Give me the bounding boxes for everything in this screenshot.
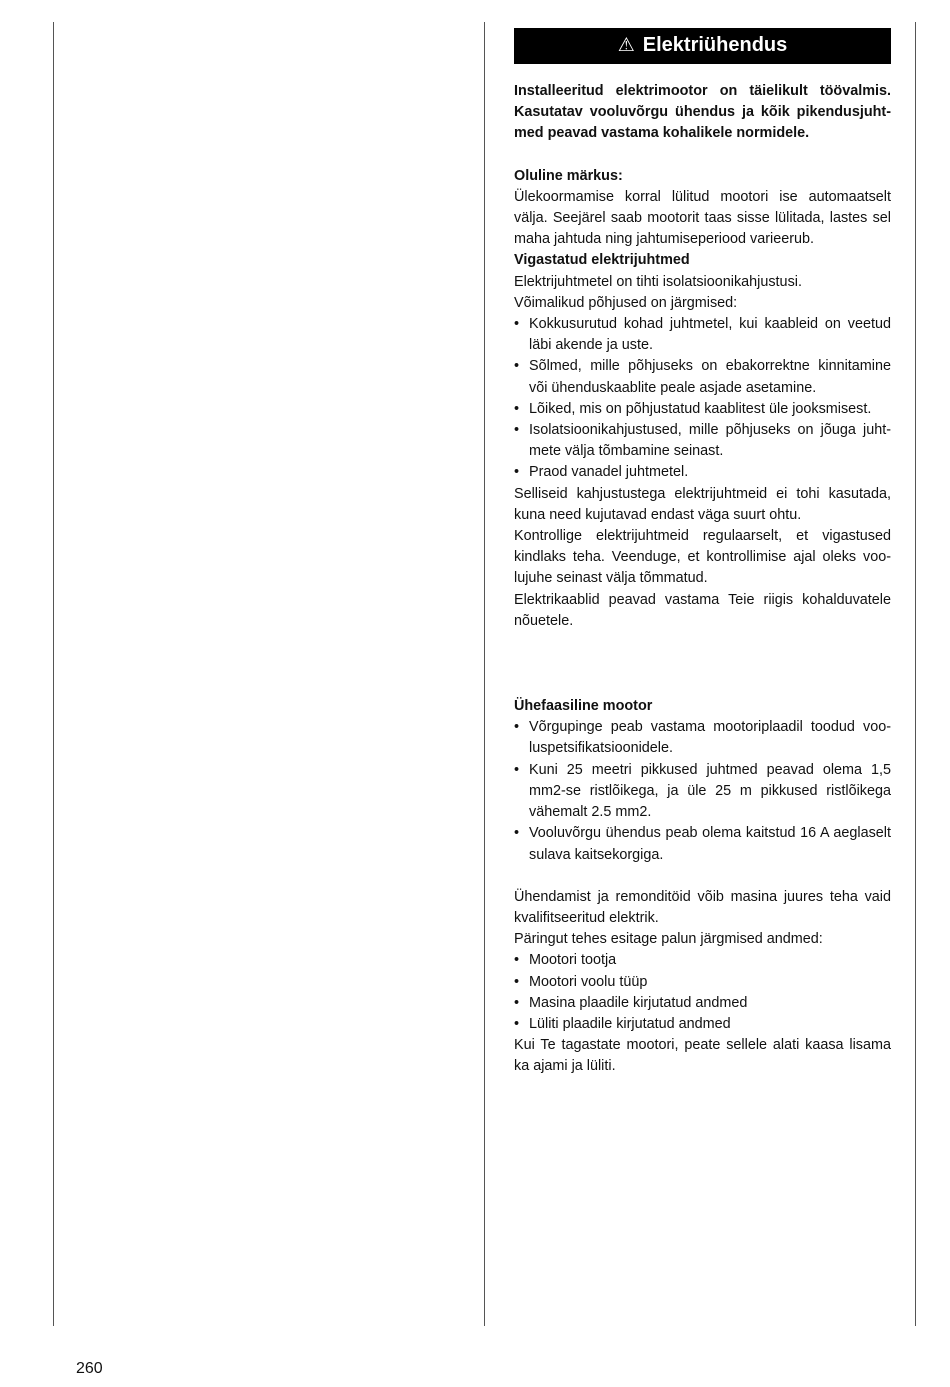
- content-column: [514, 28, 891, 1078]
- list-item: • Lüliti plaadile kirjutatud andmed: [514, 1014, 891, 1035]
- list-item: • Võrgupinge peab vastama mootoriplaadil toodud vooluspetsifikatsioonidele.: [514, 717, 891, 759]
- spacer: [514, 866, 891, 887]
- damaged-causes-list: [514, 314, 891, 484]
- note-text: Ülekoormamise korral lülitud mootori ise automaatselt välja. Seejärel saab mootorit taas sisse lülitada, lastes sel maha jahtuda ning jahtumiseperiood varieerub.: [514, 188, 891, 248]
- spacer: [514, 145, 891, 166]
- list-item: • Kuni 25 meetri pikkused juhtmed peavad olema 1,5 mm2-se ristlõikega, ja üle 25 m pikkused ristlõikega vähemalt 2.5 mm2.: [514, 760, 891, 824]
- list-item: • Praod vanadel juhtmetel.: [514, 462, 891, 483]
- list-item: • Isolatsioonikahjustused, mille põhjuseks on jõuga juhtmete välja tõmbamine seinast.: [514, 420, 891, 462]
- damaged-paragraph-1: Selliseid kahjustustega elektrijuhtmeid ei tohi kasutada, kuna need kujutavad endast väga suurt ohtu.: [514, 485, 891, 523]
- list-item: • Masina plaadile kirjutatud andmed: [514, 993, 891, 1014]
- spacer: [514, 632, 891, 696]
- right-margin-line: [915, 22, 916, 1326]
- list-item: • Kokkusurutud kohad juhtmetel, kui kaableid on veetud läbi akende ja uste.: [514, 314, 891, 356]
- column-divider-line: [484, 22, 485, 1326]
- damaged-heading: Vigastatud elektrijuhtmed: [514, 252, 690, 269]
- list-item: • Vooluvõrgu ühendus peab olema kaitstud 16 A aeglaselt sulava kaitsekorgiga.: [514, 823, 891, 865]
- page-number: 260: [76, 1360, 103, 1377]
- section-title: Elektriühendus: [642, 34, 788, 57]
- list-item: • Mootori voolu tüüp: [514, 972, 891, 993]
- repair-paragraph-2: Päringut tehes esitage palun järgmised andmed:: [514, 931, 823, 948]
- single-phase-list: [514, 717, 891, 865]
- repair-data-list: [514, 950, 891, 1035]
- damaged-line-2: Võimalikud põhjused on järgmised:: [514, 294, 738, 311]
- list-item: • Sõlmed, mille põhjuseks on ebakorrektne kinnitamine või ühenduskaablite peale asjade asetamine.: [514, 356, 891, 398]
- intro-text: Installeeritud elektrimootor on täielikult töövalmis. Kasutatav vooluvõrgu ühendus ja kõik pikendusjuhtmed peavad vastama kohalikele normidele.: [514, 83, 891, 142]
- left-margin-line: [53, 22, 54, 1326]
- repair-paragraph-1: Ühendamist ja remonditöid võib masina juures teha vaid kvalifitseeritud elektrik.: [514, 888, 891, 926]
- warning-icon: ⚠: [617, 35, 635, 57]
- damaged-line-1: Elektrijuhtmetel on tihti isolatsioonikahjustusi.: [514, 273, 802, 290]
- damaged-paragraph-3: Elektrikaablid peavad vastama Teie riigis kohalduvatele nõuetele.: [514, 591, 891, 629]
- note-heading: Oluline märkus:: [514, 167, 623, 184]
- single-phase-heading: Ühefaasiline mootor: [514, 698, 653, 715]
- repair-paragraph-3: Kui Te tagastate mootori, peate sellele alati kaasa lisama ka ajami ja lüliti.: [514, 1037, 891, 1075]
- section-header: [514, 28, 891, 64]
- list-item: • Lõiked, mis on põhjustatud kaablitest üle jooksmisest.: [514, 399, 891, 420]
- list-item: • Mootori tootja: [514, 950, 891, 971]
- damaged-paragraph-2: Kontrollige elektrijuhtmeid regulaarselt, et vigastused kindlaks teha. Veenduge, et kontrollimise ajal oleks voolujuhe seinast välja tõmmatud.: [514, 528, 891, 587]
